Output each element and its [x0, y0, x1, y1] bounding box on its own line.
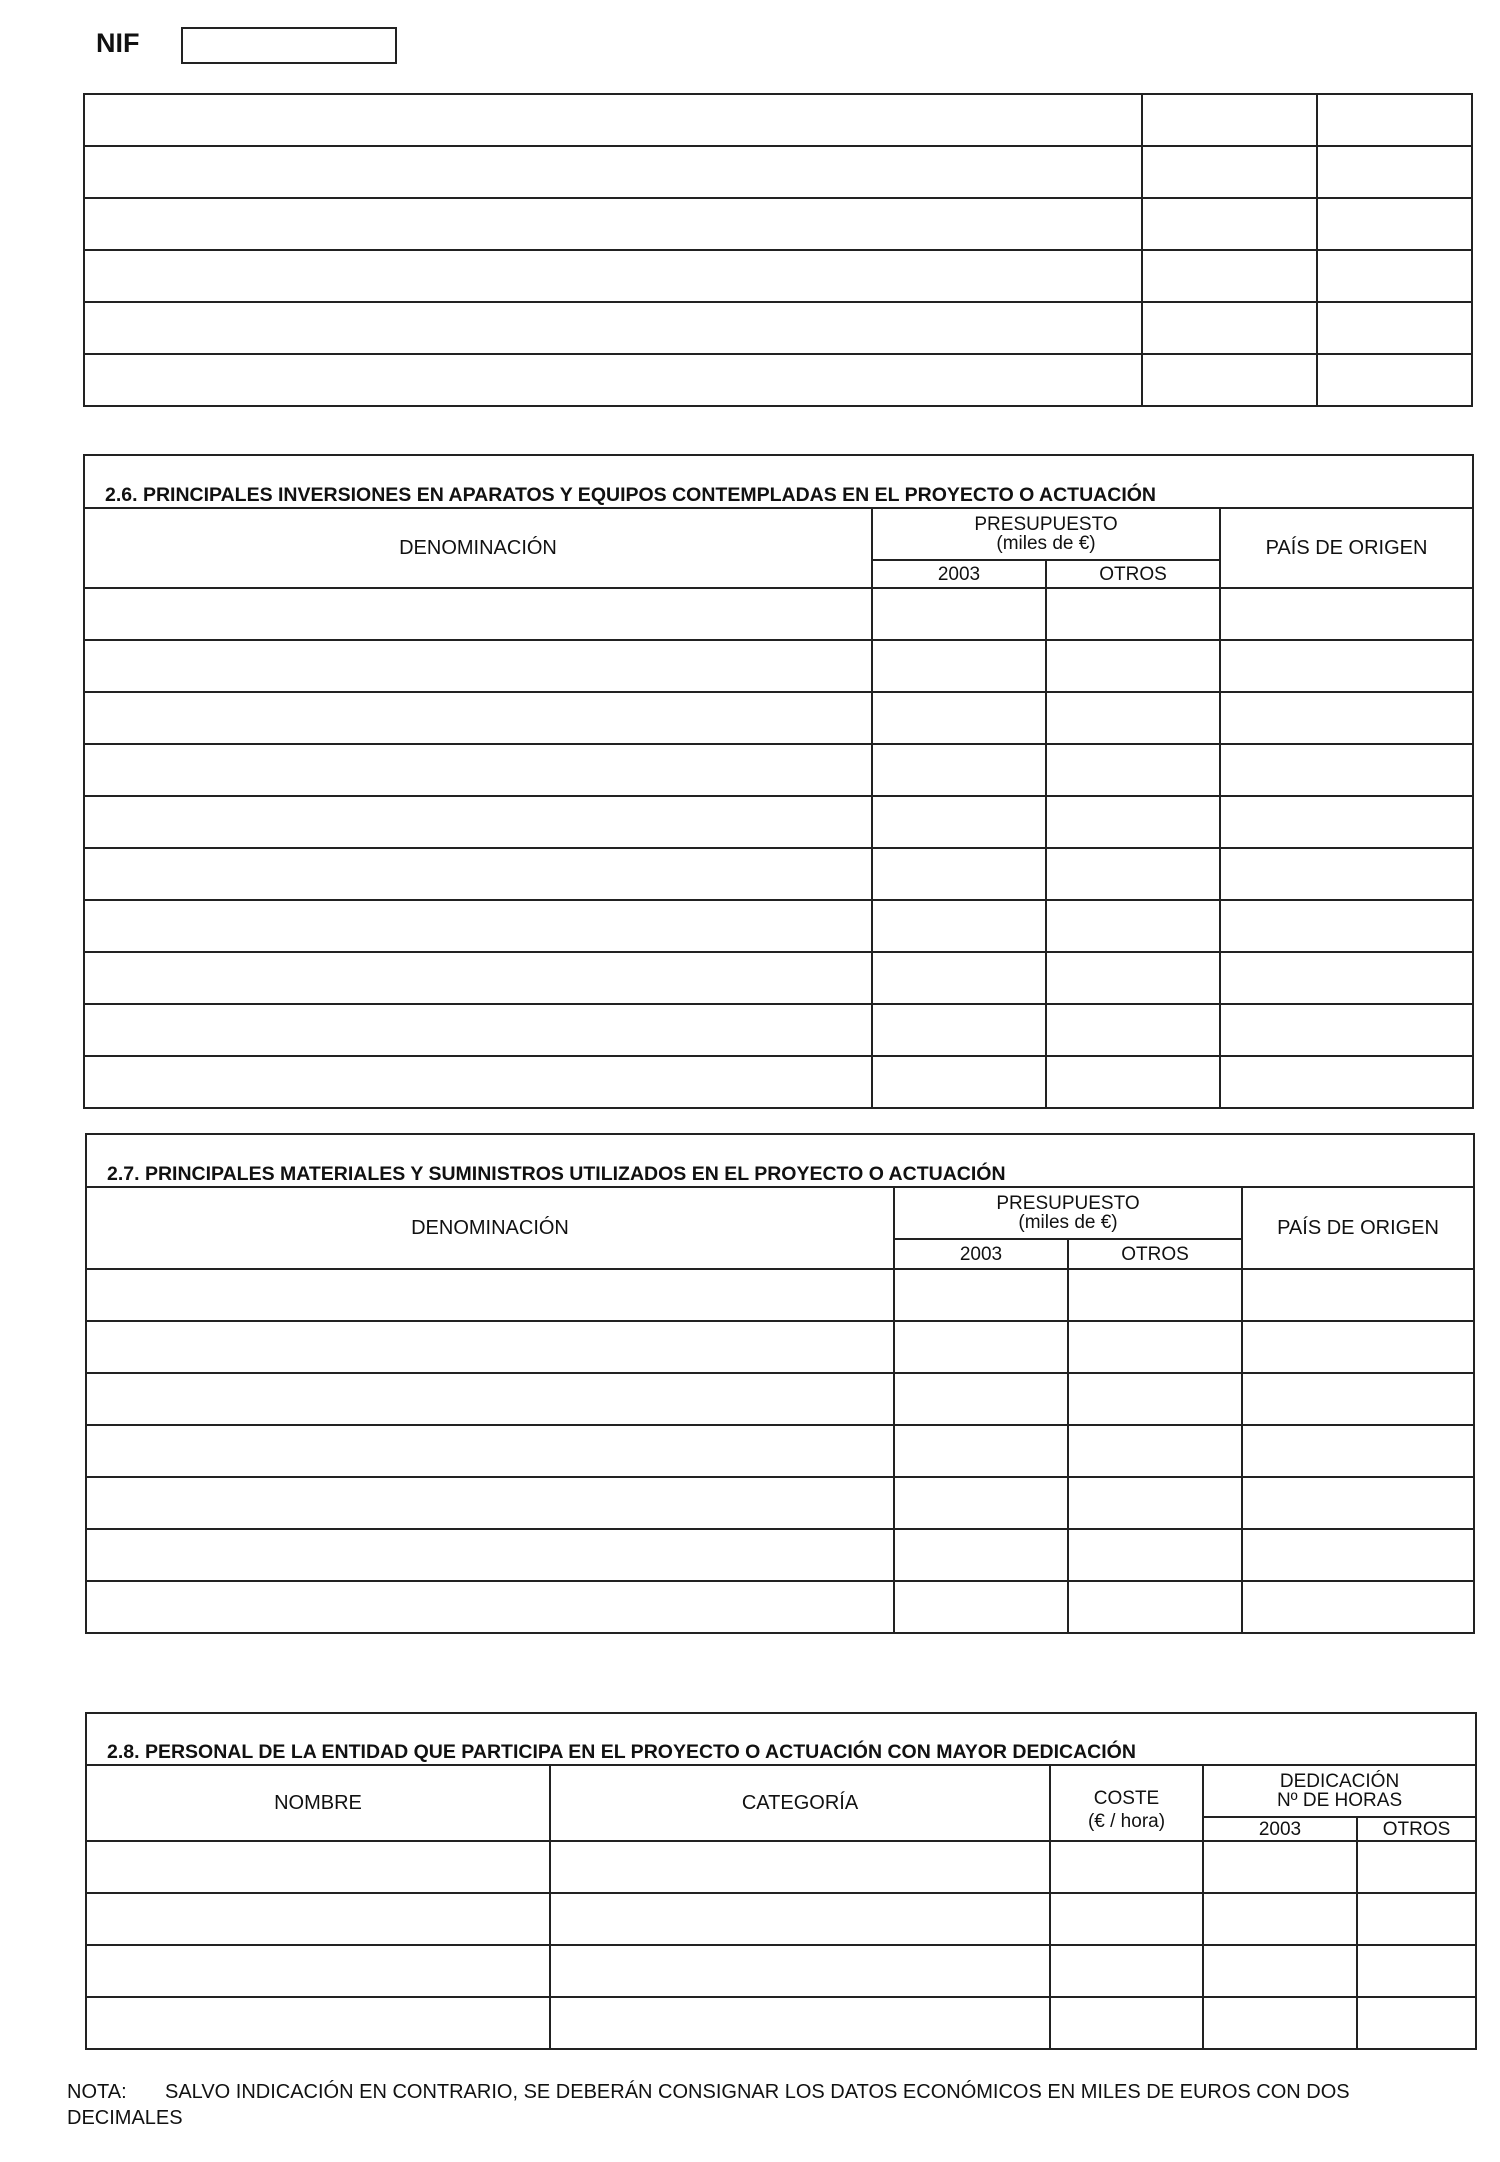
materiales-cell[interactable]: [86, 1529, 894, 1581]
inversiones-row: [84, 1056, 1473, 1108]
inversiones-cell[interactable]: [1046, 588, 1220, 640]
materiales-cell[interactable]: [1242, 1529, 1474, 1581]
inversiones-cell[interactable]: [1220, 848, 1473, 900]
top-table-cell[interactable]: [1317, 302, 1472, 354]
personal-cell[interactable]: [1050, 1841, 1203, 1893]
top-table-row: [84, 302, 1472, 354]
col-presupuesto-header: [872, 508, 1220, 560]
inversiones-row: [84, 744, 1473, 796]
personal-cell[interactable]: [86, 1841, 550, 1893]
section-2-8-title: 2.8. PERSONAL DE LA ENTIDAD QUE PARTICIPA EN EL PROYECTO O ACTUACIÓN CON MAYOR DEDICACIÓN: [86, 1713, 1476, 1765]
top-table-cell[interactable]: [84, 250, 1142, 302]
section-2-7-table: [85, 1133, 1475, 1634]
materiales-row: [86, 1373, 1474, 1425]
col-dedicacion-header: [1203, 1765, 1476, 1817]
materiales-cell[interactable]: [86, 1269, 894, 1321]
materiales-cell[interactable]: [1242, 1581, 1474, 1633]
top-table-cell[interactable]: [1317, 94, 1472, 146]
materiales-row: [86, 1581, 1474, 1633]
inversiones-row: [84, 1004, 1473, 1056]
top-table: [83, 93, 1473, 407]
inversiones-cell[interactable]: [84, 900, 872, 952]
top-table-row: [84, 354, 1472, 406]
inversiones-cell[interactable]: [872, 796, 1046, 848]
inversiones-cell[interactable]: [1046, 744, 1220, 796]
inversiones-cell[interactable]: [84, 1056, 872, 1108]
inversiones-cell[interactable]: [1220, 1056, 1473, 1108]
personal-cell[interactable]: [86, 1893, 550, 1945]
inversiones-cell[interactable]: [84, 796, 872, 848]
top-table-cell[interactable]: [1142, 146, 1317, 198]
inversiones-cell[interactable]: [84, 952, 872, 1004]
inversiones-cell[interactable]: [1046, 1056, 1220, 1108]
col-pais-header: PAÍS DE ORIGEN: [1220, 508, 1473, 588]
materiales-cell[interactable]: [1068, 1373, 1242, 1425]
materiales-cell[interactable]: [894, 1269, 1068, 1321]
personal-cell[interactable]: [1357, 1945, 1476, 1997]
personal-cell[interactable]: [1357, 1841, 1476, 1893]
materiales-row: [86, 1321, 1474, 1373]
materiales-cell[interactable]: [86, 1477, 894, 1529]
inversiones-cell[interactable]: [872, 744, 1046, 796]
inversiones-row: [84, 796, 1473, 848]
inversiones-cell[interactable]: [872, 900, 1046, 952]
top-table-cell[interactable]: [1317, 198, 1472, 250]
col-year-header: 2003: [894, 1239, 1068, 1269]
inversiones-row: [84, 588, 1473, 640]
inversiones-cell[interactable]: [872, 952, 1046, 1004]
top-table-cell[interactable]: [1142, 354, 1317, 406]
presupuesto-unit: (miles de €): [1018, 1212, 1118, 1233]
materiales-cell[interactable]: [894, 1477, 1068, 1529]
inversiones-cell[interactable]: [1046, 1004, 1220, 1056]
materiales-cell[interactable]: [1068, 1581, 1242, 1633]
inversiones-cell[interactable]: [872, 848, 1046, 900]
personal-cell[interactable]: [550, 1945, 1050, 1997]
col-denominacion-header: DENOMINACIÓN: [84, 508, 872, 588]
top-table-cell[interactable]: [1317, 250, 1472, 302]
top-table-row: [84, 198, 1472, 250]
top-table-cell[interactable]: [1142, 250, 1317, 302]
top-table-cell[interactable]: [1142, 198, 1317, 250]
top-table-row: [84, 146, 1472, 198]
personal-cell[interactable]: [550, 1893, 1050, 1945]
inversiones-cell[interactable]: [1220, 900, 1473, 952]
inversiones-row: [84, 692, 1473, 744]
materiales-cell[interactable]: [1242, 1269, 1474, 1321]
personal-cell[interactable]: [1050, 1893, 1203, 1945]
section-2-6-title: 2.6. PRINCIPALES INVERSIONES EN APARATOS Y EQUIPOS CONTEMPLADAS EN EL PROYECTO O ACTUACIÓN: [84, 455, 1473, 508]
personal-cell[interactable]: [1203, 1841, 1357, 1893]
top-table-cell[interactable]: [84, 198, 1142, 250]
top-table-row: [84, 250, 1472, 302]
materiales-cell[interactable]: [86, 1425, 894, 1477]
presupuesto-label: PRESUPUESTO: [996, 1193, 1140, 1214]
section-2-8-table: [85, 1712, 1477, 2050]
inversiones-cell[interactable]: [1046, 900, 1220, 952]
inversiones-cell[interactable]: [872, 588, 1046, 640]
personal-cell[interactable]: [550, 1997, 1050, 2049]
col-pais-header: PAÍS DE ORIGEN: [1242, 1187, 1474, 1269]
col-categoria-header: CATEGORÍA: [550, 1765, 1050, 1841]
personal-cell[interactable]: [550, 1841, 1050, 1893]
materiales-cell[interactable]: [1068, 1425, 1242, 1477]
inversiones-row: [84, 848, 1473, 900]
col-denominacion-header: DENOMINACIÓN: [86, 1187, 894, 1269]
inversiones-cell[interactable]: [1220, 952, 1473, 1004]
top-table-cell[interactable]: [84, 302, 1142, 354]
materiales-cell[interactable]: [86, 1581, 894, 1633]
inversiones-cell[interactable]: [872, 1056, 1046, 1108]
inversiones-cell[interactable]: [84, 744, 872, 796]
materiales-row: [86, 1425, 1474, 1477]
personal-cell[interactable]: [1203, 1893, 1357, 1945]
materiales-cell[interactable]: [894, 1581, 1068, 1633]
top-table-cell[interactable]: [1142, 94, 1317, 146]
inversiones-row: [84, 640, 1473, 692]
top-table-cell[interactable]: [84, 354, 1142, 406]
materiales-cell[interactable]: [86, 1373, 894, 1425]
inversiones-cell[interactable]: [872, 692, 1046, 744]
section-2-7-title: 2.7. PRINCIPALES MATERIALES Y SUMINISTROS UTILIZADOS EN EL PROYECTO O ACTUACIÓN: [86, 1134, 1474, 1187]
materiales-row: [86, 1529, 1474, 1581]
personal-row: [86, 1997, 1476, 2049]
col-year-header: 2003: [872, 560, 1046, 588]
materiales-cell[interactable]: [1242, 1477, 1474, 1529]
personal-cell[interactable]: [1357, 1997, 1476, 2049]
col-nombre-header: NOMBRE: [86, 1765, 550, 1841]
personal-row: [86, 1893, 1476, 1945]
top-table-row: [84, 94, 1472, 146]
inversiones-cell[interactable]: [1220, 692, 1473, 744]
col-otros-header: OTROS: [1046, 560, 1220, 588]
inversiones-cell[interactable]: [1220, 640, 1473, 692]
materiales-cell[interactable]: [894, 1373, 1068, 1425]
materiales-cell[interactable]: [86, 1321, 894, 1373]
inversiones-cell[interactable]: [1046, 692, 1220, 744]
materiales-cell[interactable]: [1068, 1529, 1242, 1581]
inversiones-cell[interactable]: [84, 640, 872, 692]
inversiones-cell[interactable]: [1046, 640, 1220, 692]
inversiones-cell[interactable]: [84, 848, 872, 900]
horas-label: Nº DE HORAS: [1276, 1790, 1403, 1811]
col-coste-header: [1050, 1765, 1203, 1841]
section-2-6-table: [83, 454, 1474, 1109]
inversiones-cell[interactable]: [1046, 848, 1220, 900]
personal-cell[interactable]: [1203, 1997, 1357, 2049]
inversiones-cell[interactable]: [1046, 952, 1220, 1004]
materiales-cell[interactable]: [1068, 1269, 1242, 1321]
footer-note: [67, 2079, 1447, 2132]
inversiones-cell[interactable]: [872, 640, 1046, 692]
personal-cell[interactable]: [86, 1945, 550, 1997]
dedicacion-label: DEDICACIÓN: [1279, 1771, 1400, 1792]
personal-cell[interactable]: [1357, 1893, 1476, 1945]
presupuesto-unit: (miles de €): [996, 533, 1096, 554]
materiales-cell[interactable]: [894, 1529, 1068, 1581]
inversiones-cell[interactable]: [1220, 796, 1473, 848]
personal-cell[interactable]: [1050, 1945, 1203, 1997]
materiales-cell[interactable]: [1242, 1321, 1474, 1373]
materiales-cell[interactable]: [894, 1425, 1068, 1477]
inversiones-cell[interactable]: [1220, 744, 1473, 796]
inversiones-cell[interactable]: [1046, 796, 1220, 848]
materiales-row: [86, 1269, 1474, 1321]
personal-cell[interactable]: [86, 1997, 550, 2049]
top-table-cell[interactable]: [1317, 146, 1472, 198]
personal-row: [86, 1841, 1476, 1893]
materiales-row: [86, 1477, 1474, 1529]
personal-row: [86, 1945, 1476, 1997]
inversiones-cell[interactable]: [84, 1004, 872, 1056]
materiales-cell[interactable]: [894, 1321, 1068, 1373]
top-table-cell[interactable]: [1142, 302, 1317, 354]
materiales-cell[interactable]: [1242, 1425, 1474, 1477]
col-otros-header: OTROS: [1068, 1239, 1242, 1269]
inversiones-cell[interactable]: [84, 692, 872, 744]
col-presupuesto-header: [894, 1187, 1242, 1239]
nota-label: NOTA:: [67, 2081, 127, 2103]
inversiones-cell[interactable]: [872, 1004, 1046, 1056]
top-table-cell[interactable]: [1317, 354, 1472, 406]
col-year-header: 2003: [1203, 1817, 1357, 1841]
inversiones-row: [84, 952, 1473, 1004]
personal-cell[interactable]: [1203, 1945, 1357, 1997]
top-table-cell[interactable]: [84, 146, 1142, 198]
nif-label: NIF: [96, 28, 140, 58]
inversiones-row: [84, 900, 1473, 952]
presupuesto-label: PRESUPUESTO: [974, 514, 1118, 535]
inversiones-cell[interactable]: [1220, 1004, 1473, 1056]
nota-text: SALVO INDICACIÓN EN CONTRARIO, SE DEBERÁN CONSIGNAR LOS DATOS ECONÓMICOS EN MILES DE EUROS CON DOS DECIMALES: [67, 2081, 1350, 2130]
top-table-cell[interactable]: [84, 94, 1142, 146]
personal-cell[interactable]: [1050, 1997, 1203, 2049]
nif-input[interactable]: [181, 27, 397, 64]
coste-unit: (€ / hora): [1087, 1811, 1166, 1832]
materiales-cell[interactable]: [1068, 1321, 1242, 1373]
inversiones-cell[interactable]: [84, 588, 872, 640]
materiales-cell[interactable]: [1068, 1477, 1242, 1529]
inversiones-cell[interactable]: [1220, 588, 1473, 640]
materiales-cell[interactable]: [1242, 1373, 1474, 1425]
coste-label: COSTE: [1093, 1788, 1160, 1809]
col-otros-header: OTROS: [1357, 1817, 1476, 1841]
